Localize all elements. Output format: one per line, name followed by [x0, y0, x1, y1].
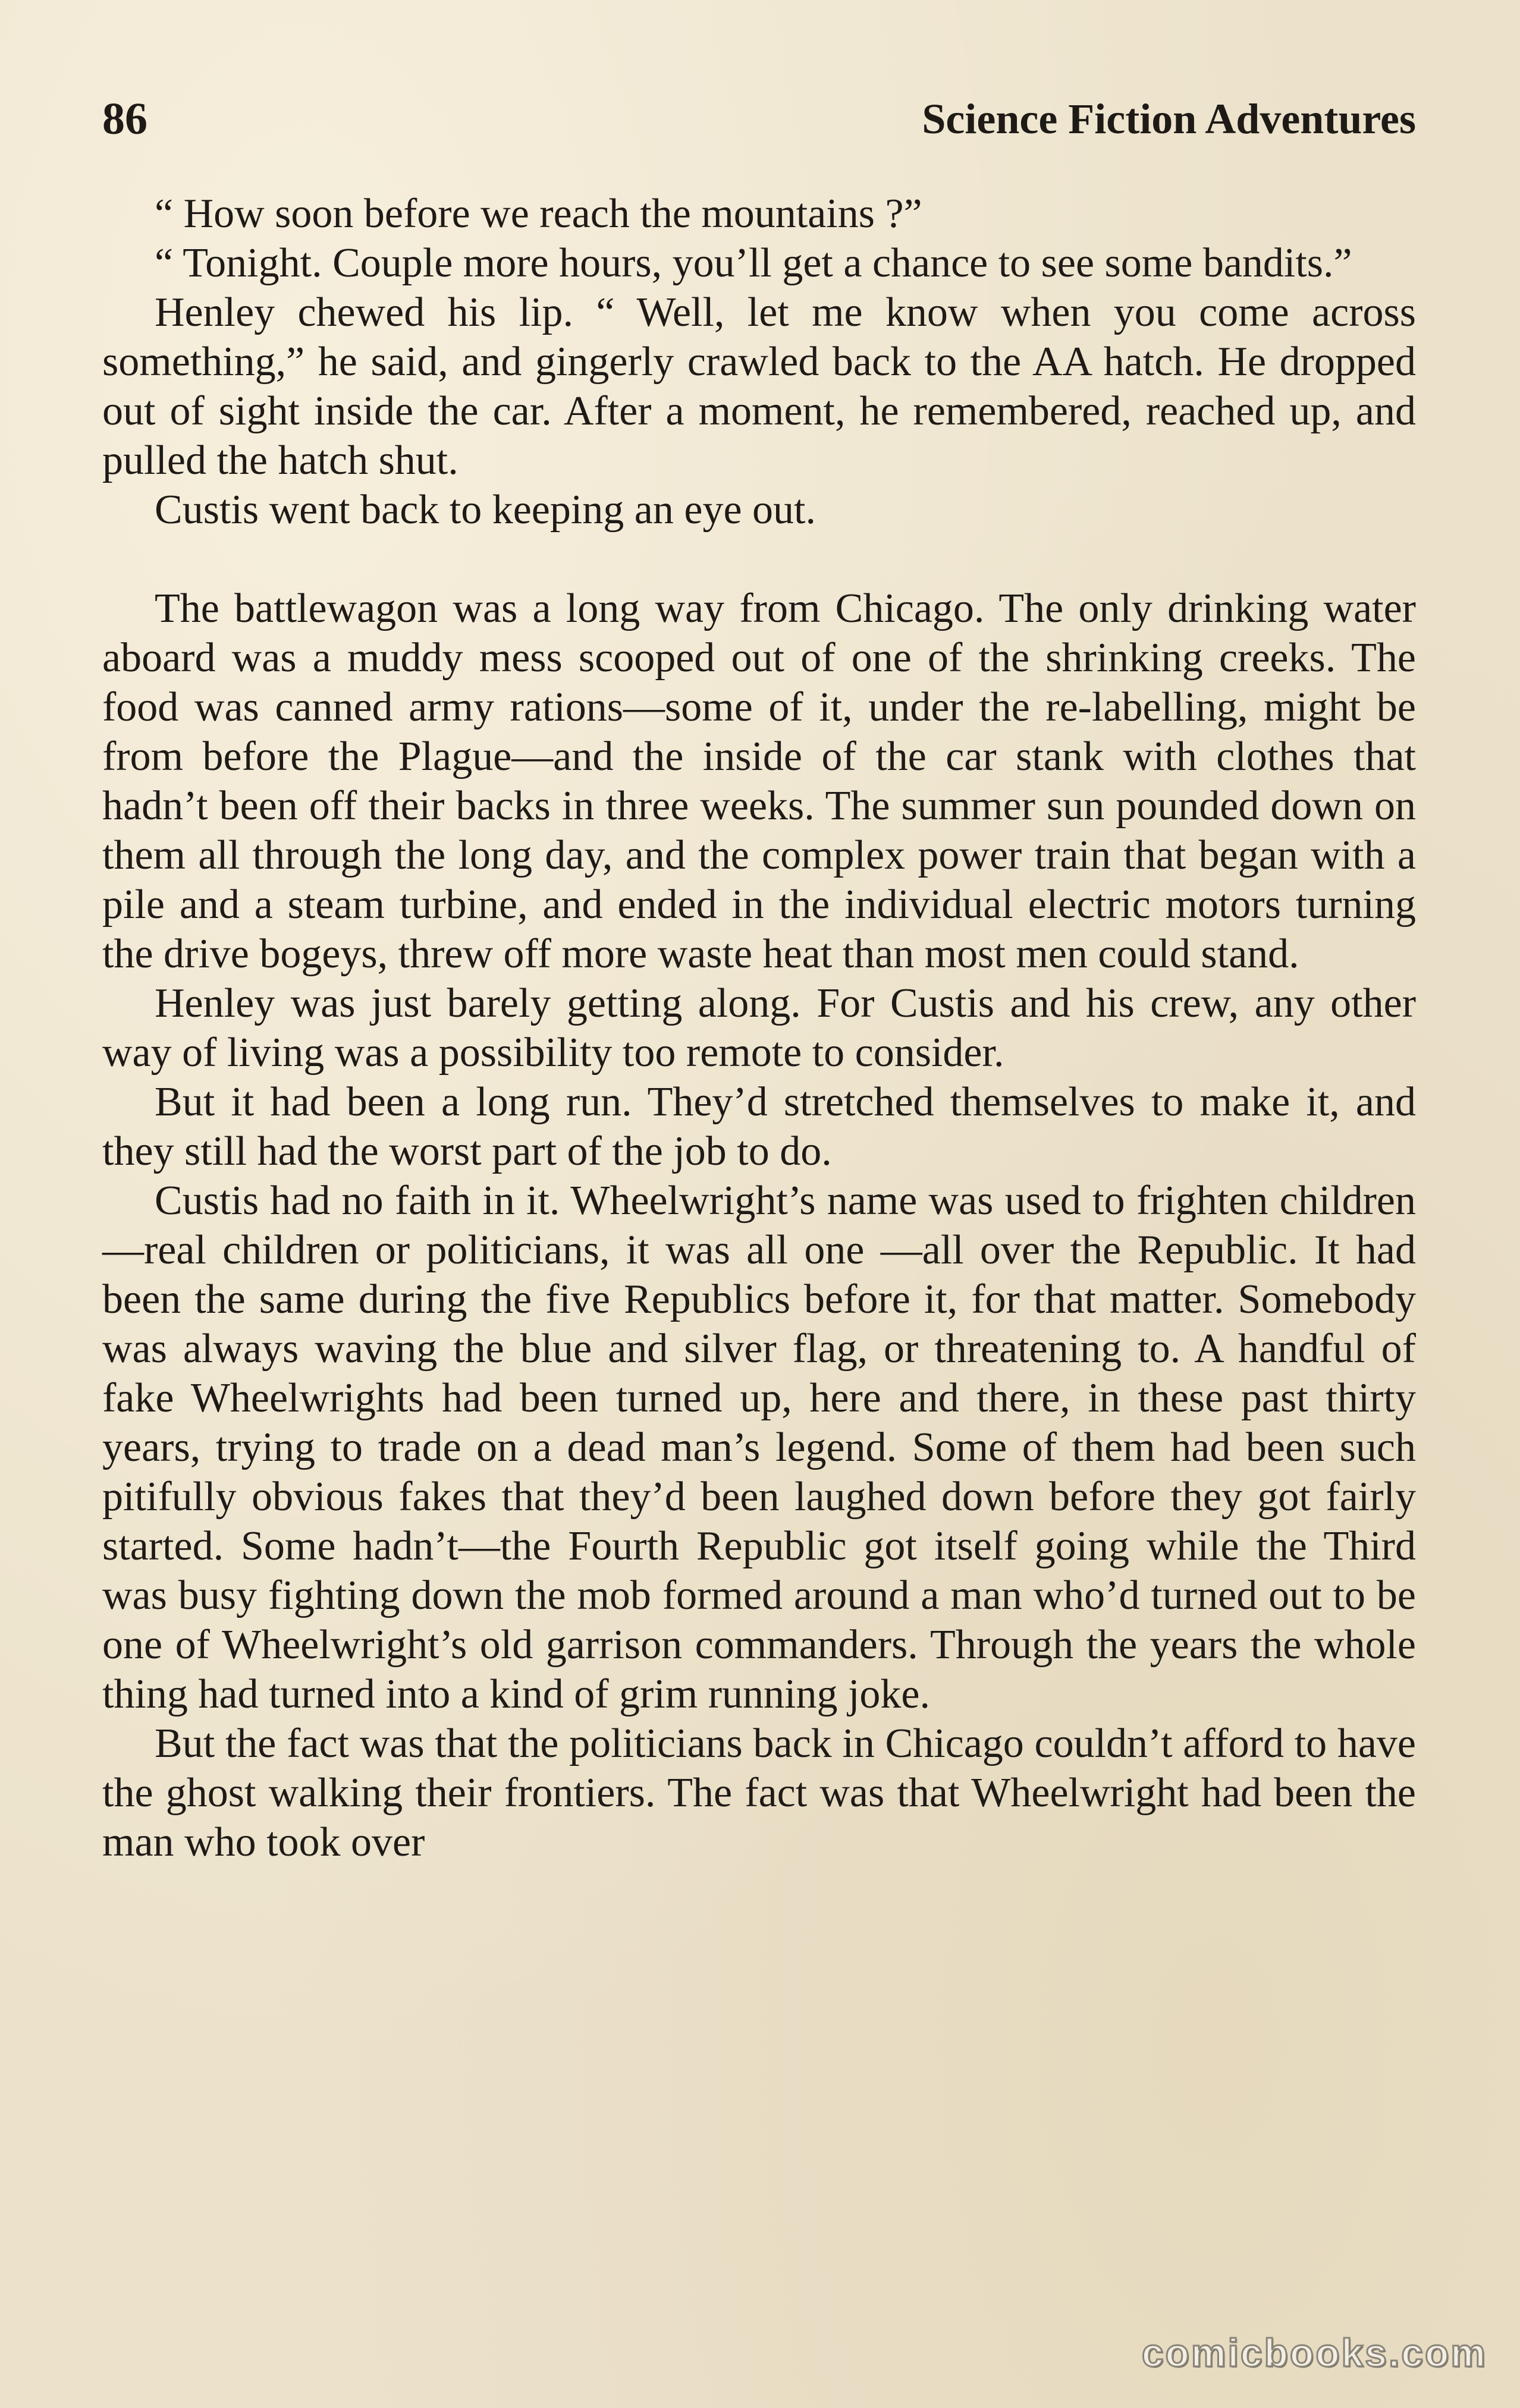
paragraph: “ How soon before we reach the mountains ?”	[155, 191, 922, 237]
page-number: 86	[102, 94, 147, 144]
paragraph: Custis had no faith in it. Wheelwright’s name was used to frighten children—real children or politicians, it was all one —all over the Republic. It had been the same during the five Republics before it, for that matter. Somebody was always waving the blue and silver flag, or threatening to. A handful of fake Wheelwrights had been turned up, here and there, in these past thirty years, trying to trade on a dead man’s legend. Some of them had been such pitifully obvious fakes that they’d been laughed down before they got fairly started. Some hadn’t—the Fourth Republic got itself going while the Third was busy fighting down the mob formed around a man who’d turned out to be one of Wheelwright’s old garrison commanders. Through the years the whole thing had turned into a kind of grim running joke.	[102, 1178, 1416, 1717]
site-watermark: comicbooks.com	[1141, 2331, 1487, 2375]
page-header	[102, 89, 1416, 155]
paragraph: “ Tonight. Couple more hours, you’ll get a chance to see some bandits.”	[155, 240, 1352, 286]
running-head: Science Fiction Adventures	[922, 95, 1416, 143]
body-text	[102, 189, 1416, 1867]
paragraph: Custis went back to keeping an eye out.	[155, 487, 816, 533]
paragraph: Henley chewed his lip. “ Well, let me know when you come across something,” he said, and gingerly crawled back to the AA hatch. He dropped out of sight inside the car. After a moment, he remembered, reached up, and pulled the hatch shut.	[102, 290, 1416, 483]
paragraph: But the fact was that the politicians back in Chicago couldn’t afford to have the ghost walking their frontiers. The fact was that Wheelwright had been the man who took over	[102, 1721, 1416, 1865]
paragraph: Henley was just barely getting along. For Custis and his crew, any other way of living was a possibility too remote to consider.	[102, 980, 1416, 1076]
paragraph: The battlewagon was a long way from Chicago. The only drinking water aboard was a muddy mess scooped out of one of the shrinking creeks. The food was canned army rations—some of it, under the re-labelling, might be from before the Plague—and the inside of the car stank with clothes that hadn’t been off their backs in three weeks. The summer sun pounded down on them all through the long day, and the complex power train that began with a pile and a steam turbine, and ended in the individual electric motors turning the drive bogeys, threw off more waste heat than most men could stand.	[102, 586, 1416, 977]
section-break	[102, 535, 1416, 584]
paragraph: But it had been a long run. They’d stretched themselves to make it, and they still had the worst part of the job to do.	[102, 1079, 1416, 1174]
